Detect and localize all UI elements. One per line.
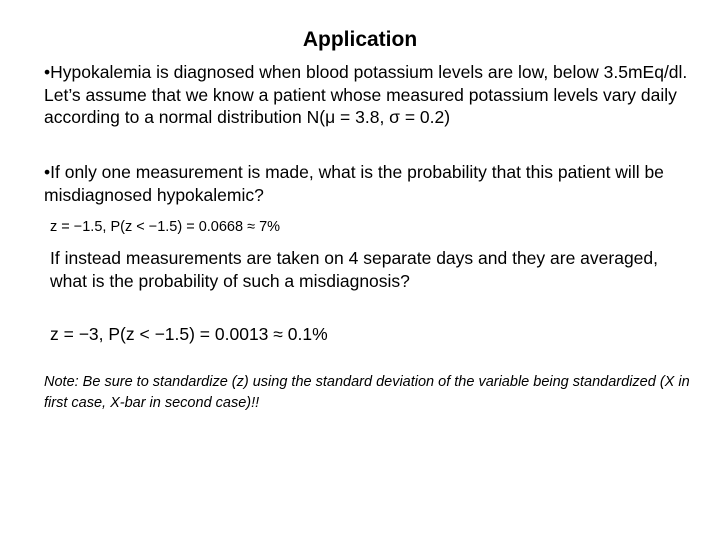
standardization-note: Note: Be sure to standardize (z) using the standard deviation of the variable being standardized (X in first case, X-bar in second case)!! <box>44 374 690 411</box>
answer-single-measurement: z = −1.5, P(z < −1.5) = 0.0668 ≈ 7% <box>50 219 281 235</box>
answer-averaged-measurements: z = −3, P(z < −1.5) = 0.0013 ≈ 0.1% <box>50 324 328 344</box>
bullet-hypokalemia-definition: •Hypokalemia is diagnosed when blood potassium levels are low, below 3.5mEq/dl. Let’s assume that we know a patient whose measured potassium levels vary daily according to a normal distribution N(μ = 3.8, σ = 0.2) <box>44 62 688 127</box>
slide-title: Application <box>302 28 418 51</box>
question-averaged-measurements: If instead measurements are taken on 4 separate days and they are averaged, what is the probability of such a misdiagnosis? <box>50 248 659 291</box>
bullet-single-measurement-question: •If only one measurement is made, what is the probability that this patient will be misdiagnosed hypokalemic? <box>44 162 664 205</box>
